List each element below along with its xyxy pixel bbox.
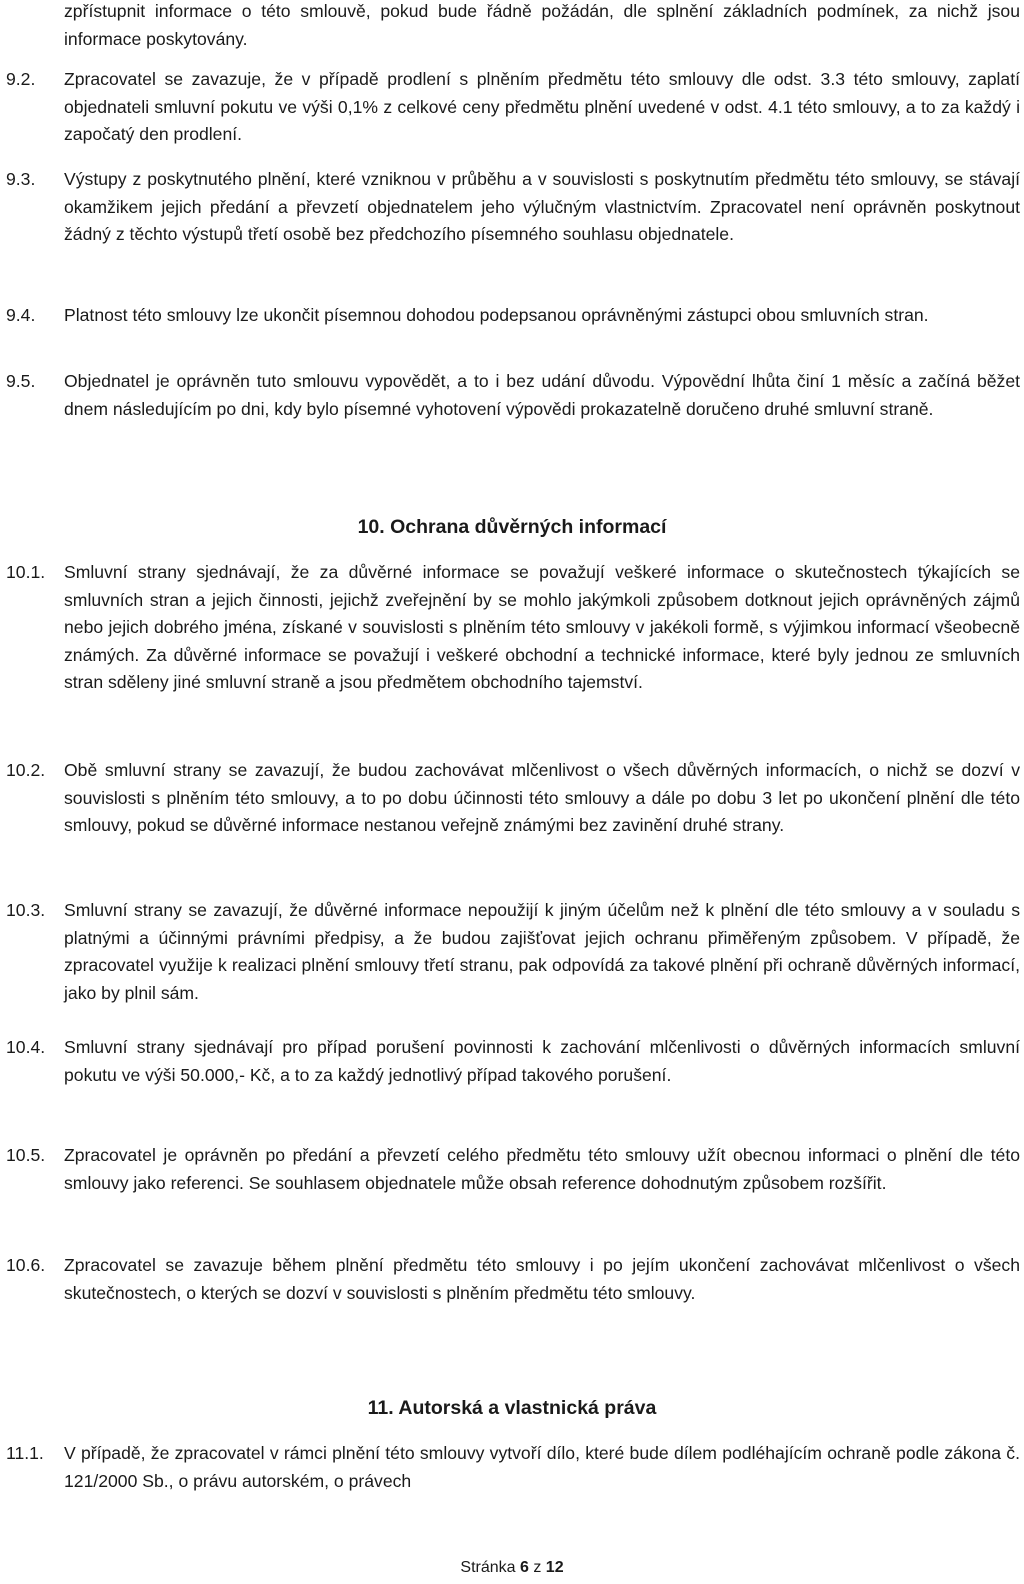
clause-10-5: [6, 1142, 1020, 1197]
clause-number: 9.2.: [6, 69, 36, 89]
clause-10-3: [6, 897, 1020, 1007]
page-footer: [0, 1558, 1024, 1578]
clause-text: Smluvní strany se zavazují, že důvěrné informace nepoužijí k jiným účelům než k plnění dle této smlouvy a v souladu s platnými a účinnými právními předpisy, a že budou zajišťovat jejich ochranu přiměřeným způsobem. V případě, že zpracovatel využije k realizaci plnění smlouvy třetí stranu, pak odpovídá za takové plnění při ochraně důvěrných informací, jako by plnil sám.: [64, 900, 1020, 1003]
clause-10-4: [6, 1034, 1020, 1089]
clause-number: 10.5.: [6, 1145, 46, 1165]
footer-current-page: 6: [520, 1559, 529, 1576]
clause-number: 10.4.: [6, 1037, 46, 1057]
clause-9-2: [6, 66, 1020, 149]
clause-number: 10.1.: [6, 562, 46, 582]
clause-text: Smluvní strany sjednávají pro případ porušení povinnosti k zachování mlčenlivosti o důvěrných informacích smluvní pokutu ve výši 50.000,- Kč, a to za každý jednotlivý případ takového porušení.: [64, 1037, 1020, 1085]
clause-text: Zpracovatel je oprávněn po předání a převzetí celého předmětu této smlouvy užít obecnou informaci o plnění dle této smlouvy jako referenci. Se souhlasem objednatele může obsah reference dohodnutým způsobem rozšířit.: [64, 1145, 1020, 1193]
intro-paragraph: zpřístupnit informace o této smlouvě, pokud bude řádně požádán, dle splnění základních podmínek, za nichž jsou informace poskytovány.: [64, 1, 1020, 49]
clause-10-1: [6, 559, 1020, 697]
clause-number: 9.5.: [6, 371, 36, 391]
clause-text: Výstupy z poskytnutého plnění, které vzniknou v průběhu a v souvislosti s poskytnutím předmětu této smlouvy, se stávají okamžikem jejich předání a převzetí objednatelem jeho výlučným vlastnictvím. Zpracovatel není oprávněn poskytnout žádný z těchto výstupů třetí osobě bez předchozího písemného souhlasu objednatele.: [64, 169, 1020, 244]
clause-10-6: [6, 1252, 1020, 1307]
clause-11-1: [6, 1440, 1020, 1495]
footer-prefix: Stránka: [460, 1559, 520, 1576]
footer-middle: z: [528, 1559, 546, 1576]
clause-text: Smluvní strany sjednávají, že za důvěrné informace se považují veškeré informace o skutečnostech týkajících se smluvních stran a jejich činnosti, jejichž zveřejnění by se mohlo jakýmkoli způsobem dotknout jejich oprávněných zájmů nebo jejich dobrého jména, získané v souvislosti s plněním této smlouvy v jakékoli formě, s výjimkou informací všeobecně známých. Za důvěrné informace se považují i veškeré obchodní a technické informace, které byly jednou ze smluvních stran sděleny jiné smluvní straně a jsou předmětem obchodního tajemství.: [64, 562, 1020, 692]
clause-10-2: [6, 757, 1020, 840]
clause-number: 10.2.: [6, 760, 46, 780]
clause-text: Zpracovatel se zavazuje, že v případě prodlení s plněním předmětu této smlouvy dle odst. 3.3 této smlouvy, zaplatí objednateli smluvní pokutu ve výši 0,1% z celkové ceny předmětu plnění uvedené v odst. 4.1 této smlouvy, a to za každý i započatý den prodlení.: [64, 69, 1020, 144]
clause-number: 10.6.: [6, 1255, 46, 1275]
clause-text: Obě smluvní strany se zavazují, že budou zachovávat mlčenlivost o všech důvěrných informacích, o nichž se dozví v souvislosti s plněním této smlouvy, a to po dobu účinnosti této smlouvy a dále po dobu 3 let po ukončení plnění dle této smlouvy, pokud se důvěrné informace nestanou veřejně známými bez zavinění druhé strany.: [64, 760, 1020, 835]
clause-text: Objednatel je oprávněn tuto smlouvu vypovědět, a to i bez udání důvodu. Výpovědní lhůta činí 1 měsíc a začíná běžet dnem následujícím po dni, kdy bylo písemné vyhotovení výpovědi prokazatelně doručeno druhé smluvní straně.: [64, 371, 1020, 419]
clause-number: 9.3.: [6, 169, 36, 189]
clause-9-4: [6, 302, 1020, 330]
clause-text: V případě, že zpracovatel v rámci plnění této smlouvy vytvoří dílo, které bude dílem podléhajícím ochraně podle zákona č. 121/2000 Sb., o právu autorském, o právech: [64, 1443, 1020, 1491]
section-heading-10: 10. Ochrana důvěrných informací: [357, 516, 667, 538]
clause-text: Zpracovatel se zavazuje během plnění předmětu této smlouvy i po jejím ukončení zachovávat mlčenlivost o všech skutečnostech, o kterých se dozví v souvislosti s plněním předmětu této smlouvy.: [64, 1255, 1020, 1303]
clause-9-3: [6, 166, 1020, 249]
clause-number: 9.4.: [6, 305, 36, 325]
section-heading-11: 11. Autorská a vlastnická práva: [367, 1397, 657, 1419]
footer-total-pages: 12: [545, 1559, 564, 1576]
clause-9-5: [6, 368, 1020, 423]
clause-number: 10.3.: [6, 900, 46, 920]
clause-number: 11.1.: [6, 1443, 44, 1463]
clause-text: Platnost této smlouvy lze ukončit písemnou dohodou podepsanou oprávněnými zástupci obou smluvních stran.: [64, 305, 929, 325]
